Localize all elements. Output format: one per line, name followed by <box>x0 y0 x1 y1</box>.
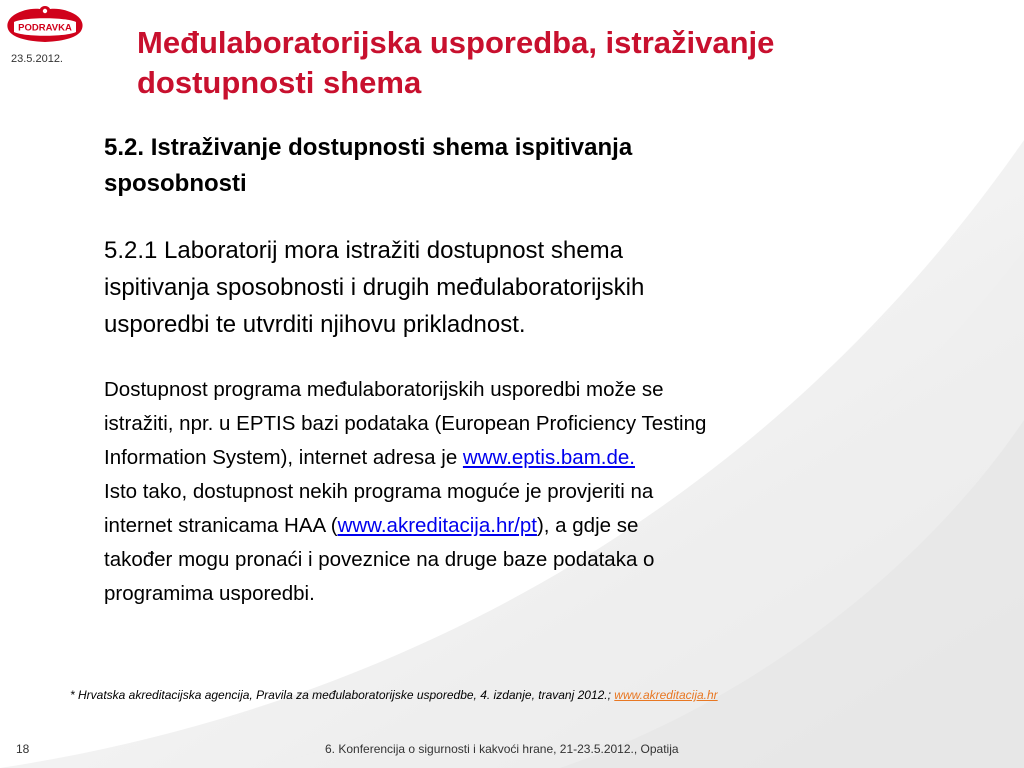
title-line: Međulaboratorijska usporedba, istraživanje <box>137 25 775 60</box>
slide-title <box>137 23 997 103</box>
podravka-logo <box>4 2 86 46</box>
text-line: Isto tako, dostupnost nekih programa moguće je provjeriti na <box>104 480 654 503</box>
section-heading <box>104 130 964 202</box>
title-line: dostupnosti shema <box>137 65 422 100</box>
clause-paragraph <box>104 232 964 343</box>
footnote-text: * Hrvatska akreditacijska agencija, Pravila za međulaboratorijske usporedbe, 4. izdanje, travanj 2012.; <box>70 688 615 702</box>
text-fragment: Information System), internet adresa je <box>104 446 463 469</box>
footnote <box>70 688 718 702</box>
heading-line: 5.2. Istraživanje dostupnosti shema ispitivanja <box>104 134 633 161</box>
footnote-link[interactable]: www.akreditacija.hr <box>614 688 718 702</box>
text-line <box>104 509 964 543</box>
text-line: istražiti, npr. u EPTIS bazi podataka (European Proficiency Testing <box>104 412 707 435</box>
clause-line: 5.2.1 Laboratorij mora istražiti dostupnost shema <box>104 237 623 264</box>
text-fragment: internet stranicama HAA ( <box>104 514 338 537</box>
text-fragment: ), a gdje se <box>536 514 639 537</box>
slide-date: 23.5.2012. <box>11 53 63 65</box>
text-line: također mogu pronaći i poveznice na druge baze podataka o <box>104 548 655 571</box>
footer-conference: 6. Konferencija o sigurnosti i kakvoći hrane, 21-23.5.2012., Opatija <box>325 742 679 756</box>
page-number: 18 <box>16 742 30 756</box>
haa-link[interactable]: www.akreditacija.hr/pt <box>337 514 537 537</box>
logo-wordmark: PODRAVKA <box>18 22 72 34</box>
clause-line: ispitivanja sposobnosti i drugih međulaboratorijskih <box>104 274 645 301</box>
text-line: Dostupnost programa međulaboratorijskih usporedbi može se <box>104 378 664 401</box>
eptis-link[interactable]: www.eptis.bam.de. <box>462 446 635 469</box>
text-line: programima usporedbi. <box>104 582 315 605</box>
text-line <box>104 441 964 475</box>
heading-line: sposobnosti <box>104 170 247 197</box>
slide-content <box>104 130 964 611</box>
explanation-paragraph <box>104 373 964 611</box>
clause-line: usporedbi te utvrditi njihovu prikladnost. <box>104 311 526 338</box>
